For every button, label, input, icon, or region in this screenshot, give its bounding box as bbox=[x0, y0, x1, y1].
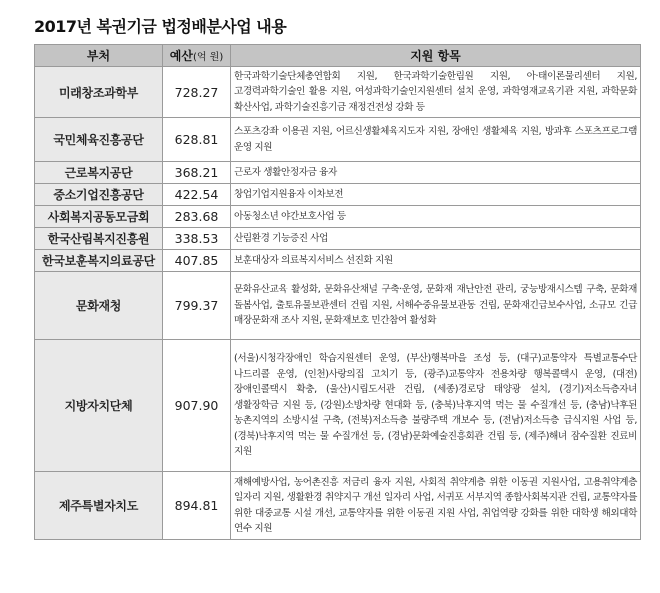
items-cell: 근로자 생활안정자금 융자 bbox=[231, 162, 641, 184]
table-row bbox=[35, 162, 641, 184]
agency-cell: 중소기업진흥공단 bbox=[35, 184, 163, 206]
agency-cell: 근로복지공단 bbox=[35, 162, 163, 184]
table-row bbox=[35, 472, 641, 540]
items-cell: 보훈대상자 의료복지서비스 선진화 지원 bbox=[231, 250, 641, 272]
agency-cell: 미래창조과학부 bbox=[35, 67, 163, 118]
agency-cell: 한국산림복지진흥원 bbox=[35, 228, 163, 250]
agency-cell: 한국보훈복지의료공단 bbox=[35, 250, 163, 272]
agency-cell: 국민체육진흥공단 bbox=[35, 118, 163, 162]
agency-cell: 사회복지공동모금회 bbox=[35, 206, 163, 228]
table-row bbox=[35, 272, 641, 340]
budget-cell: 283.68 bbox=[163, 206, 231, 228]
items-cell: 한국과학기술단체총연합회 지원, 한국과학기술한림원 지원, 아·태이론물리센터 지원, 고경력과학기술인 활용 지원, 여성과학기술인지원센터 설치 운영, 과학영재교육기관 지원, 과학문화 확산사업, 과학기술진흥기금 재정건전성 강화 등 bbox=[231, 67, 641, 118]
header-budget-unit: (억 원) bbox=[192, 52, 224, 63]
agency-cell: 문화재청 bbox=[35, 272, 163, 340]
items-cell: 문화유산교육 활성화, 문화유산채널 구축·운영, 문화재 재난안전 관리, 궁능방재시스템 구축, 문화재 돌봄사업, 출토유물보관센터 건립 지원, 서해수중유물보관동 건립, 문화재긴급보수사업, 소규모 긴급 매장문화재 조사 지원, 문화재보호 민간참여 활성화 bbox=[231, 272, 641, 340]
items-cell: 창업기업지원융자 이차보전 bbox=[231, 184, 641, 206]
budget-table bbox=[34, 44, 641, 540]
budget-cell: 728.27 bbox=[163, 67, 231, 118]
table-row bbox=[35, 184, 641, 206]
items-cell: 아동청소년 야간보호사업 등 bbox=[231, 206, 641, 228]
agency-cell: 지방자치단체 bbox=[35, 340, 163, 472]
table-row bbox=[35, 118, 641, 162]
budget-cell: 407.85 bbox=[163, 250, 231, 272]
header-budget bbox=[163, 45, 231, 67]
items-cell: (서울)시청각장애인 학습지원센터 운영, (부산)행복마을 조성 등, (대구)교통약자 특별교통수단 나드리콜 운영, (인천)사랑의집 고치기 등, (광주)교통약자 전용차량 행복콜택시 운영, (대전)장애인콜택시 확충, (울산)시립도서관 건립, (세종)경로당 태양광 설치, (경기)저소득층자녀 생활장학금 지원 등, (강원)소방차량 현대화 등, (충북)낙후지역 먹는 물 수질개선 등, (충남)낙후된 농촌지역의 소방시설 구축, (전북)저소득층 불량주택 개보수 등, (전남)저소득층 급식지원 사업 등, (경북)낙후지역 먹는 물 수질개선 등, (경남)문화예술진흥회관 건립 등, (제주)해녀 잠수질환 진료비 지원 bbox=[231, 340, 641, 472]
budget-cell: 368.21 bbox=[163, 162, 231, 184]
table-row bbox=[35, 228, 641, 250]
agency-cell: 제주특별자치도 bbox=[35, 472, 163, 540]
budget-cell: 799.37 bbox=[163, 272, 231, 340]
budget-cell: 907.90 bbox=[163, 340, 231, 472]
items-cell: 스포츠강좌 이용권 지원, 어르신생활체육지도자 지원, 장애인 생활체육 지원, 방과후 스포츠프로그램 운영 지원 bbox=[231, 118, 641, 162]
table-row bbox=[35, 250, 641, 272]
page-title: 2017년 복권기금 법정배분사업 내용 bbox=[34, 17, 287, 36]
table-row bbox=[35, 67, 641, 118]
table-row bbox=[35, 206, 641, 228]
budget-cell: 628.81 bbox=[163, 118, 231, 162]
table-row bbox=[35, 340, 641, 472]
header-row bbox=[35, 45, 641, 67]
header-agency: 부처 bbox=[35, 45, 163, 67]
header-budget-label: 예산 bbox=[169, 49, 193, 63]
budget-cell: 894.81 bbox=[163, 472, 231, 540]
items-cell: 산림환경 기능증진 사업 bbox=[231, 228, 641, 250]
header-items: 지원 항목 bbox=[231, 45, 641, 67]
budget-cell: 422.54 bbox=[163, 184, 231, 206]
budget-cell: 338.53 bbox=[163, 228, 231, 250]
items-cell: 재해예방사업, 농어촌진흥 저금리 융자 지원, 사회적 취약계층 위한 이동권 지원사업, 고용취약계층 일자리 지원, 생활환경 취약지구 개선 일자리 사업, 서귀포 서부지역 종합사회복지관 건립, 교통약자를 위한 대중교통 시설 개선, 교통약자를 위한 이동권 지원 사업, 취업역량 강화를 위한 대학생 해외대학 연수 지원 bbox=[231, 472, 641, 540]
